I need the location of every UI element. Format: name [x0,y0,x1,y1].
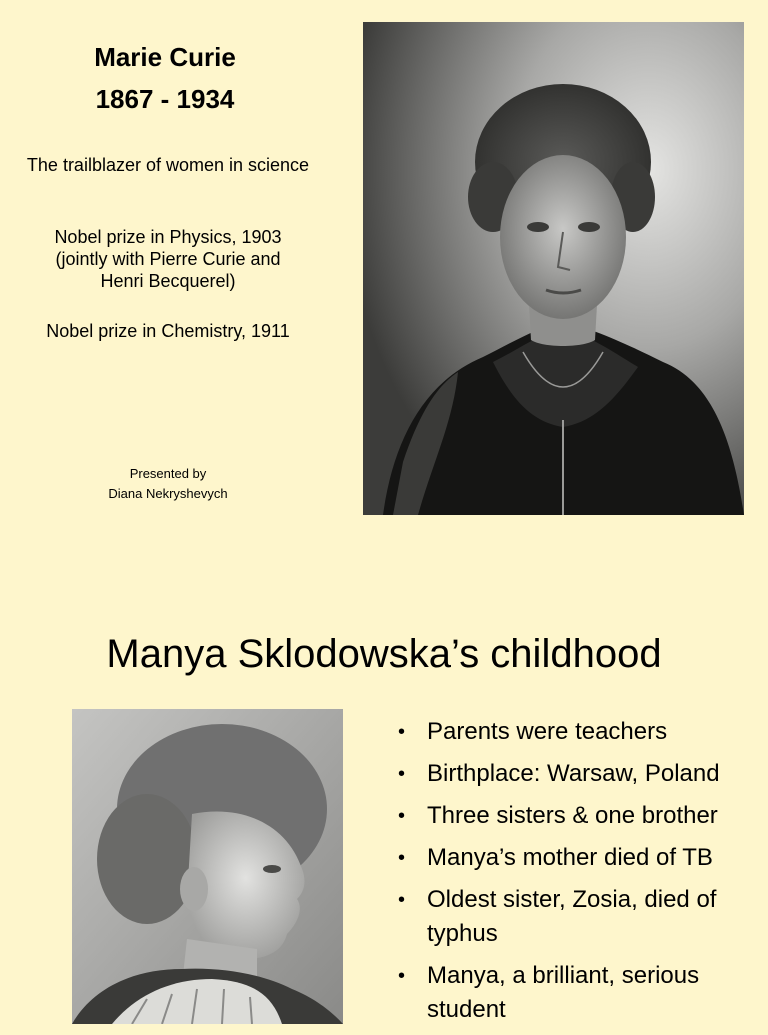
list-item: • Oldest sister, Zosia, died of typhus [398,886,717,947]
list-item: • Manya, a brilliant, serious student [398,962,700,1023]
physics-line: (jointly with Pierre Curie and [55,249,281,269]
chemistry-prize: Nobel prize in Chemistry, 1911 [46,321,290,341]
physics-line: Nobel prize in Physics, 1903 [54,227,282,247]
portrait-photo [363,22,744,515]
slide-childhood [0,560,768,1024]
list-item: • Birthplace: Warsaw, Poland [398,760,720,787]
list-item: • Manya’s mother died of TB [398,844,713,871]
physics-line: Henri Becquerel) [100,271,236,291]
physics-prize [0,226,336,292]
title-years: 1867 - 1934 [95,84,235,114]
list-item: • Parents were teachers [398,718,668,745]
young-portrait-photo [72,709,343,1024]
tagline: The trailblazer of women in science [26,155,310,175]
presenter-name: Diana Nekryshevych [108,486,228,501]
title-name: Marie Curie [94,42,236,72]
slide-heading: Manya Sklodowska’s childhood [106,632,662,676]
presented-by: Presented by [129,466,207,481]
childhood-facts-list [394,715,764,1035]
list-item: • Three sisters & one brother [398,802,718,829]
